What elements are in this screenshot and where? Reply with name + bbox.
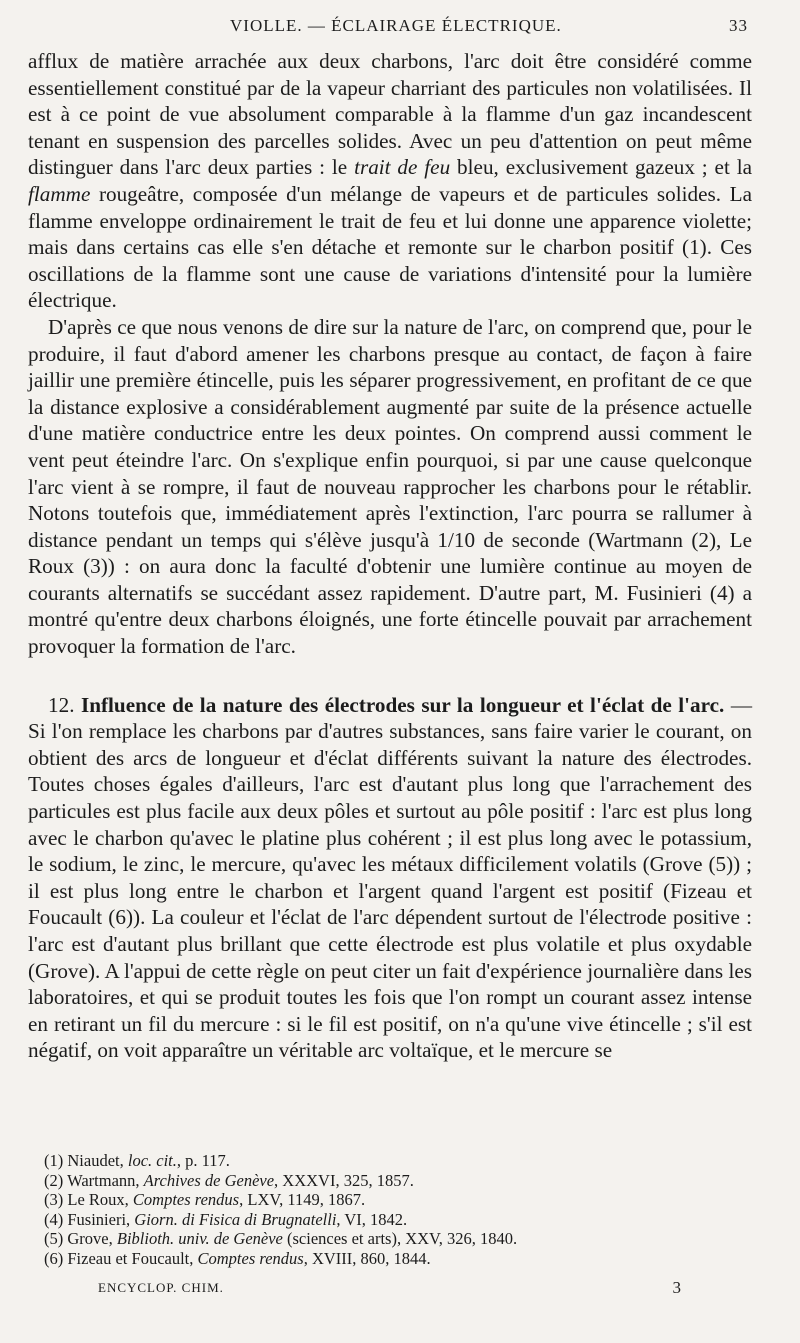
paragraph-1-part-b: bleu, exclusivement gazeux ; et la	[450, 155, 753, 180]
section-12	[28, 692, 752, 1064]
footnote-ref: , XXXVI, 325, 1857.	[274, 1170, 414, 1190]
footnote-number: (5)	[44, 1229, 64, 1249]
paragraph-1-emphasis-flamme: flamme	[28, 181, 91, 206]
footnote-number: (3)	[44, 1190, 64, 1210]
footnote-number: (2)	[44, 1170, 64, 1190]
footnote-source: Biblioth. univ. de Genève	[116, 1229, 283, 1249]
page-footer	[98, 1280, 682, 1296]
footnote-number: (4)	[44, 1209, 64, 1229]
footnote	[44, 1190, 744, 1210]
paragraph-1	[28, 48, 752, 314]
footnote	[44, 1210, 744, 1230]
paragraph-1-part-a: afflux de matière arrachée aux deux charbons, l'arc doit être considéré comme essentiellement constitué par de la vapeur charriant des particules non volatilisées. Il est à ce point de vue absolument comparable à la flamme d'un gaz incandescent tenant en suspension des parcelles solides. Avec un peu d'attention on peut même distinguer dans l'arc deux parties : le	[28, 49, 752, 180]
section-heading: Influence de la nature des électrodes sur la longueur et l'éclat de l'arc.	[80, 692, 725, 717]
footnote-source: loc. cit.	[127, 1151, 177, 1170]
running-header	[30, 16, 748, 42]
footnotes	[44, 1151, 744, 1269]
footnote	[44, 1249, 744, 1269]
footnote-author: Le Roux,	[67, 1190, 133, 1210]
footnote-source: Comptes rendus	[197, 1248, 304, 1268]
section-12-text: — Si l'on remplace les charbons par d'autres substances, sans faire varier le courant, on obtient des arcs de longueur et d'éclat différents suivant la nature des électrodes. Toutes choses égales d'ailleurs, l'arc est d'autant plus long que l'arrachement des particules est plus facile aux deux pôles et surtout au pôle positif : l'arc est plus long avec le charbon qu'avec le platine plus cohérent ; il est plus long avec le potassium, le sodium, le zinc, le mercure, qu'avec les métaux difficilement volatils (Grove (5)) ; il est plus long entre le charbon et l'argent quand l'argent est positif (Fizeau et Foucault (6)). La couleur et l'éclat de l'arc dépendent surtout de l'électrode positive : l'arc est d'autant plus brillant que cette électrode est plus volatile et plus oxydable (Grove). A l'appui de cette règle on peut citer un fait d'expérience journalière dans les laboratoires, et qui se produit toutes les fois que l'on rompt un courant assez intense en retirant un fil du mercure : si le fil est positif, on n'a qu'une vive étincelle ; s'il est négatif, on voit apparaître un véritable arc voltaïque, et le mercure se	[28, 692, 753, 1063]
footnote-ref: , LXV, 1149, 1867.	[239, 1190, 366, 1210]
footnote-source: Archives de Genève	[143, 1170, 275, 1190]
footnote-source: Comptes rendus	[132, 1190, 240, 1210]
paragraph-1-emphasis-trait: trait de feu	[354, 155, 451, 180]
footnote	[44, 1171, 744, 1191]
paragraph-2: D'après ce que nous venons de dire sur la nature de l'arc, on comprend que, pour le produire, il faut d'abord amener les charbons presque au contact, de façon à faire jaillir une première étincelle, puis les séparer progressivement, en profitant de ce que la distance explosive a considérablement augmenté par suite de la présence actuelle d'une matière conductrice entre les deux pointes. On comprend aussi comment le vent peut éteindre l'arc. On s'explique enfin pourquoi, si par une cause quelconque l'arc vient à se rompre, il faut de nouveau rapprocher les charbons pour le rétablir. Notons toutefois que, immédiatement après l'extinction, l'arc pourra se rallumer à distance pendant un temps qui s'élève jusqu'à 1/10 de seconde (Wartmann (2), Le Roux (3)) : on aura donc la faculté d'obtenir une lumière continue au moyen de courants alternatifs se succédant assez rapidement. D'autre part, M. Fusinieri (4) a montré qu'entre deux charbons éloignés, une forte étincelle pouvait par arrachement provoquer la formation de l'arc.	[28, 314, 752, 659]
footer-collection: ENCYCLOP. CHIM.	[98, 1280, 224, 1295]
footnote-author: Wartmann,	[67, 1170, 144, 1190]
footnote	[44, 1229, 744, 1249]
body-text	[28, 48, 752, 1064]
page-number: 33	[729, 16, 748, 35]
footnote-author: Fizeau et Foucault,	[67, 1248, 198, 1268]
footnote-author: Fusinieri,	[67, 1209, 135, 1229]
footnote-author: Grove,	[67, 1229, 117, 1249]
footnote-number: (1)	[44, 1151, 64, 1170]
footnote-ref: , p. 117.	[176, 1151, 230, 1170]
footnote-number: (6)	[44, 1248, 64, 1268]
paragraph-1-part-c: rougeâtre, composée d'un mélange de vapeurs et de particules solides. La flamme enveloppe ordinairement le trait de feu et lui donne une apparence violette; mais dans certains cas elle s'en détache et remonte sur le charbon positif (1). Ces oscillations de la flamme sont une cause de variations d'intensité pour la lumière électrique.	[28, 181, 752, 313]
section-number: 12.	[48, 692, 75, 717]
footnote-source: Giorn. di Fisica di Brugnatelli	[134, 1209, 337, 1229]
signature-mark: 3	[672, 1278, 682, 1297]
footnote-ref: , XVIII, 860, 1844.	[303, 1248, 431, 1268]
footnote-ref: (sciences et arts), XXV, 326, 1840.	[282, 1229, 518, 1249]
footnote-ref: , VI, 1842.	[336, 1209, 408, 1229]
footnote-author: Niaudet,	[67, 1151, 128, 1170]
running-title: VIOLLE. — ÉCLAIRAGE ÉLECTRIQUE.	[230, 16, 562, 35]
footnote	[44, 1151, 744, 1171]
